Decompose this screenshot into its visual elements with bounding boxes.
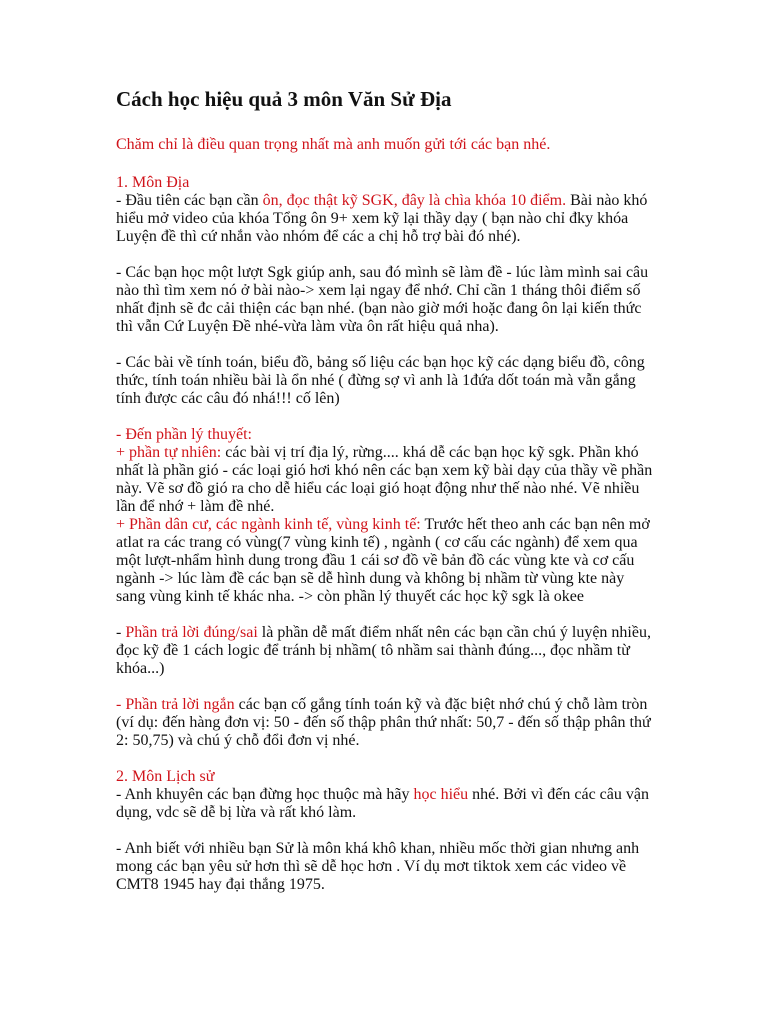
section-heading-dia: 1. Môn Địa: [116, 174, 190, 191]
true-false-text: là phần dễ mất điểm nhất nên các bạn cần chú ý luyện nhiều, đọc kỹ đề 1 cách logic để tránh bị nhầm( tô nhầm sai thành đúng..., đọc nhầm từ khóa...): [116, 624, 651, 677]
dia-paragraph-1: [116, 192, 656, 246]
dia-paragraph-3: - Các bài về tính toán, biểu đồ, bảng số liệu các bạn học kỹ các dạng biểu đồ, công thức, tính toán nhiều bài là ổn nhé ( đừng sợ vì anh là 1đứa dốt toán mà vẫn gắng tính được các câu đó nhá!!! cố lên): [116, 354, 645, 407]
su-p1-text-b: nhé. Bởi vì đến các câu vận dụng, vdc sẽ dễ bị lừa và rất khó làm.: [116, 786, 649, 821]
section-heading-su: 2. Môn Lịch sử: [116, 768, 215, 785]
short-answer-paragraph: [116, 696, 656, 750]
document-page: [116, 84, 656, 894]
su-paragraph-2: - Anh biết với nhiều bạn Sử là môn khá khô khan, nhiều mốc thời gian nhưng anh mong các bạn yêu sử hơn thì sẽ dễ học hơn . Ví dụ mơt tiktok xem các video về CMT8 1945 hay đại thắng 1975.: [116, 840, 640, 893]
true-false-label: Phần trả lời đúng/sai: [125, 624, 258, 641]
su-p1-text-a: - Anh khuyên các bạn đừng học thuộc mà hãy: [116, 786, 414, 803]
population-economy-text: Trước hết theo anh các bạn nên mở atlat ra các trang có vùng(7 vùng kinh tế) , ngành ( cơ cấu các ngành) để xem qua một lượt-nhẩm hình dung trong đầu 1 cái sơ đồ về bản đồ các vùng kte và cơ cấu ngành -> lúc làm đề các bạn sẽ dễ hình dung và không bị nhầm từ vùng kte này sang vùng kinh tế khác nha. -> còn phần lý thuyết các học kỹ sgk là okee: [116, 516, 650, 605]
population-economy-label: + Phần dân cư, các ngành kinh tế, vùng kinh tế:: [116, 516, 421, 533]
dia-p1-text-a: - Đầu tiên các bạn cần: [116, 192, 263, 209]
lead-sentence: Chăm chỉ là điều quan trọng nhất mà anh muốn gửi tới các bạn nhé.: [116, 136, 551, 153]
dia-p1-text-b: Bài nào khó hiểu mở video của khóa Tổng ôn 9+ xem kỹ lại thầy dạy ( bạn nào chỉ đky khóa Luyện đề thì cứ nhắn vào nhóm để các a chị hỗ trợ bài đó nhé).: [116, 192, 648, 245]
natural-part-label: + phần tự nhiên:: [116, 444, 222, 461]
su-paragraph-1: [116, 786, 656, 822]
su-p1-highlight: học hiểu: [413, 786, 469, 803]
population-economy-paragraph: [116, 516, 656, 606]
dia-paragraph-2: - Các bạn học một lượt Sgk giúp anh, sau đó mình sẽ làm đề - lúc làm mình sai câu nào thì tìm xem nó ở bài nào-> xem lại ngay để nhớ. Chỉ cần 1 tháng thôi điểm số nhất định sẽ đc cải thiện các bạn nhé. (bạn nào giờ mới hoặc đang ôn lại kiến thức thì vẫn Cứ Luyện Đề nhé-vừa làm vừa ôn rất hiệu quả nha).: [116, 264, 649, 335]
natural-part-paragraph: [116, 444, 656, 516]
natural-part-text: các bài vị trí địa lý, rừng.... khá dễ các bạn học kỹ sgk. Phần khó nhất là phần gió - các loại gió hơi khó nên các bạn xem kỹ bài dạy của thầy về phần này. Vẽ sơ đồ gió ra cho dễ hiểu các loại gió hoạt động như thế nào nhé. Vẽ nhiều lần để nhớ + làm đề nhé.: [116, 444, 653, 515]
document-title: Cách học hiệu quả 3 môn Văn Sử Địa: [116, 87, 452, 111]
theory-heading: - Đến phần lý thuyết:: [116, 426, 252, 443]
dia-p1-highlight: ôn, đọc thật kỹ SGK, đây là chìa khóa 10 điểm.: [262, 192, 567, 209]
short-answer-label: - Phần trả lời ngắn: [116, 696, 235, 713]
true-false-dash: -: [116, 624, 126, 641]
short-answer-text: các bạn cố gắng tính toán kỹ và đặc biệt nhớ chú ý chỗ làm tròn (ví dụ: đến hàng đơn vị: 50 - đến số thập phân thứ nhất: 50,7 - đến số thập phân thứ 2: 50,75) và chú ý chỗ đổi đơn vị nhé.: [116, 696, 651, 749]
true-false-paragraph: [116, 624, 656, 678]
